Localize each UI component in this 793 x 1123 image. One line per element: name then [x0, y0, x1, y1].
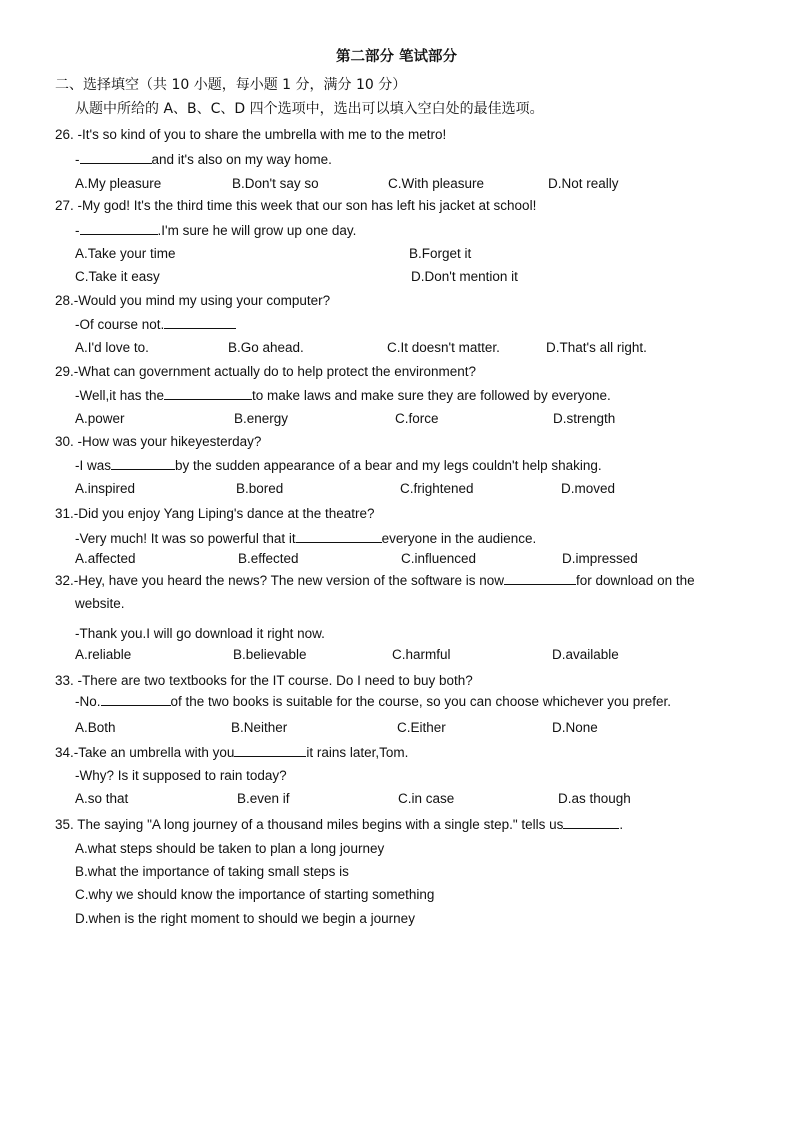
option-a[interactable]: A.I'd love to.: [75, 340, 149, 355]
question-28-prompt: 28.-Would you mind my using your computer?: [55, 293, 331, 308]
option-c[interactable]: C.harmful: [392, 647, 451, 662]
answer-blank[interactable]: [234, 744, 306, 757]
option-d[interactable]: D.impressed: [562, 551, 638, 566]
question-30-response: -I was by the sudden appearance of a bear and my legs couldn't help shaking.: [75, 458, 602, 473]
option-d[interactable]: D.None: [552, 720, 598, 735]
question-33-response: -No. of the two books is suitable for the course, so you can choose whichever you prefer.: [75, 694, 672, 709]
option-b[interactable]: B.Forget it: [409, 246, 472, 261]
option-d[interactable]: D.available: [552, 647, 619, 662]
option-b[interactable]: B.energy: [234, 411, 289, 426]
option-c[interactable]: C.influenced: [401, 551, 477, 566]
option-a[interactable]: A.affected: [75, 551, 136, 566]
question-32-prompt: 32.-Hey, have you heard the news? The new version of the software is now for download on the: [55, 573, 695, 588]
question-32-prompt-cont: website.: [75, 596, 125, 611]
question-29-response: -Well,it has the to make laws and make sure they are followed by everyone.: [75, 388, 611, 403]
instruction-text: 从题中所给的 A、B、C、D 四个选项中，选出可以填入空白处的最佳选项。: [75, 101, 544, 117]
option-c[interactable]: C.With pleasure: [388, 176, 485, 191]
question-26-response: - and it's also on my way home.: [75, 152, 332, 167]
option-a[interactable]: A.inspired: [75, 481, 136, 496]
option-d[interactable]: D.Don't mention it: [411, 269, 518, 284]
option-c[interactable]: C.Take it easy: [75, 269, 160, 284]
option-b[interactable]: B.Go ahead.: [228, 340, 304, 355]
option-a[interactable]: A.what steps should be taken to plan a long journey: [75, 841, 385, 856]
option-c[interactable]: C.Either: [397, 720, 446, 735]
answer-blank[interactable]: [164, 387, 252, 400]
question-31-response: -Very much! It was so powerful that it everyone in the audience.: [75, 531, 537, 546]
question-26-prompt: 26. -It's so kind of you to share the umbrella with me to the metro!: [55, 127, 447, 142]
option-a[interactable]: A.My pleasure: [75, 176, 162, 191]
question-33-prompt: 33. -There are two textbooks for the IT course. Do I need to buy both?: [55, 673, 473, 688]
question-35-prompt: 35. The saying "A long journey of a thousand miles begins with a single step." tells us .: [55, 817, 624, 832]
answer-blank[interactable]: [80, 222, 158, 235]
answer-blank[interactable]: [164, 316, 236, 329]
option-d[interactable]: D.as though: [558, 791, 631, 806]
option-a[interactable]: A.power: [75, 411, 125, 426]
option-d[interactable]: D.strength: [553, 411, 616, 426]
option-c[interactable]: C.why we should know the importance of starting something: [75, 887, 435, 902]
question-34-response: -Why? Is it supposed to rain today?: [75, 768, 287, 783]
option-d[interactable]: D.moved: [561, 481, 616, 496]
option-a[interactable]: A.Both: [75, 720, 116, 735]
option-b[interactable]: B.Don't say so: [232, 176, 319, 191]
option-b[interactable]: B.what the importance of taking small steps is: [75, 864, 349, 879]
question-31-prompt: 31.-Did you enjoy Yang Liping's dance at the theatre?: [55, 506, 375, 521]
question-28-response: -Of course not.: [75, 316, 236, 332]
option-d[interactable]: D.Not really: [548, 176, 619, 191]
option-b[interactable]: B.bored: [236, 481, 284, 496]
option-d[interactable]: D.when is the right moment to should we begin a journey: [75, 911, 415, 926]
option-a[interactable]: A.Take your time: [75, 246, 176, 261]
question-27-prompt: 27. -My god! It's the third time this week that our son has left his jacket at school!: [55, 198, 537, 213]
option-c[interactable]: C.It doesn't matter.: [387, 340, 500, 355]
option-d[interactable]: D.That's all right.: [546, 340, 647, 355]
question-29-prompt: 29.-What can government actually do to help protect the environment?: [55, 364, 477, 379]
option-b[interactable]: B.Neither: [231, 720, 288, 735]
question-32-response: -Thank you.I will go download it right now.: [75, 626, 325, 641]
option-a[interactable]: A.so that: [75, 791, 129, 806]
question-34-prompt: 34.-Take an umbrella with you it rains later,Tom.: [55, 745, 409, 760]
answer-blank[interactable]: [296, 530, 382, 543]
option-c[interactable]: C.in case: [398, 791, 455, 806]
answer-blank[interactable]: [504, 572, 576, 585]
option-b[interactable]: B.believable: [233, 647, 307, 662]
section-heading: 二、选择填空（共 10 小题，每小题 1 分，满分 10 分）: [55, 77, 407, 93]
option-b[interactable]: B.effected: [238, 551, 299, 566]
option-a[interactable]: A.reliable: [75, 647, 132, 662]
answer-blank[interactable]: [111, 457, 175, 470]
answer-blank[interactable]: [101, 693, 171, 706]
option-b[interactable]: B.even if: [237, 791, 290, 806]
answer-blank[interactable]: [563, 816, 619, 829]
question-27-response: - .I'm sure he will grow up one day.: [75, 223, 357, 238]
option-c[interactable]: C.frightened: [400, 481, 474, 496]
answer-blank[interactable]: [80, 151, 152, 164]
page-title: 第二部分 笔试部分: [335, 49, 458, 65]
option-c[interactable]: C.force: [395, 411, 439, 426]
question-30-prompt: 30. -How was your hikeyesterday?: [55, 434, 262, 449]
